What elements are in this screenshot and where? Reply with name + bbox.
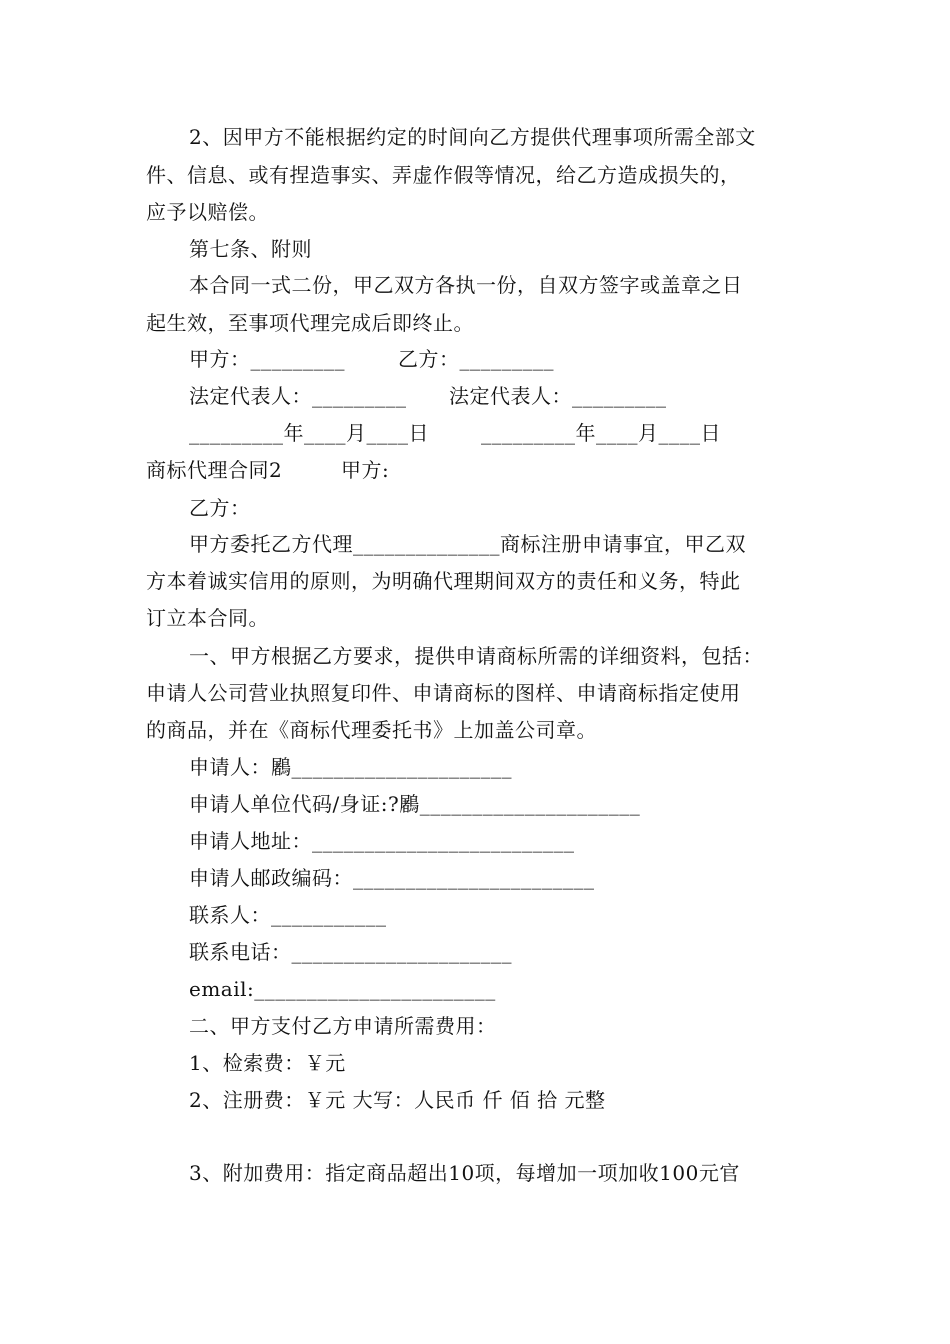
applicant-field: 申请人：鷵_____________________ (189, 755, 512, 779)
paragraph-line: 本合同一式二份，甲乙双方各执一份，自双方签字或盖章之日 (189, 273, 743, 297)
fee-item: 2、注册费：￥元 大写：人民币 仟 佰 拾 元整 (189, 1088, 606, 1112)
paragraph-line: 一、甲方根据乙方要求，提供申请商标所需的详细资料，包括： (189, 644, 763, 668)
paragraph-line: 方本着诚实信用的原则，为明确代理期间双方的责任和义务，特此 (146, 569, 741, 593)
contact-phone-field: 联系电话：_____________________ (189, 940, 512, 964)
contact-person-field: 联系人：___________ (189, 903, 387, 927)
email-field: email:_______________________ (189, 977, 496, 1001)
paragraph-line: 订立本合同。 (146, 606, 269, 630)
paragraph-line: 的商品，并在《商标代理委托书》上加盖公司章。 (146, 718, 597, 742)
paragraph-line: 应予以赔偿。 (146, 200, 269, 224)
party-a-representative-field: 法定代表人：_________ (189, 384, 407, 408)
section-heading: 二、甲方支付乙方申请所需费用： (189, 1014, 497, 1038)
party-b-representative-field: 法定代表人：_________ (449, 384, 667, 408)
applicant-address-field: 申请人地址：_________________________ (189, 829, 575, 853)
party-b-date-field: _________年____月____日 (481, 421, 721, 445)
fee-item: 3、附加费用：指定商品超出10项，每增加一项加收100元官 (189, 1161, 740, 1185)
fee-item: 1、检索费：￥元 (189, 1051, 346, 1075)
paragraph-line: 2、因甲方不能根据约定的时间向乙方提供代理事项所需全部文 (189, 125, 756, 149)
applicant-postcode-field: 申请人邮政编码：_______________________ (189, 866, 595, 890)
party-b-signature-field: 乙方：_________ (398, 347, 554, 371)
paragraph-line: 申请人公司营业执照复印件、申请商标的图样、申请商标指定使用 (146, 681, 741, 705)
paragraph-line: 甲方委托乙方代理______________商标注册申请事宜，甲乙双 (189, 532, 746, 556)
applicant-code-field: 申请人单位代码/身证:?鷵_____________________ (189, 792, 641, 816)
paragraph-line: 件、信息、或有捏造事实、弄虚作假等情况，给乙方造成损失的， (146, 163, 741, 187)
paragraph-line: 起生效，至事项代理完成后即终止。 (146, 311, 474, 335)
party-a-date-field: _________年____月____日 (189, 421, 429, 445)
contract-title: 商标代理合同2 (146, 458, 283, 482)
party-a-signature-field: 甲方：_________ (189, 347, 345, 371)
party-b-label: 乙方： (189, 496, 251, 520)
section-heading: 第七条、附则 (189, 237, 312, 261)
party-a-label: 甲方: (341, 458, 390, 482)
